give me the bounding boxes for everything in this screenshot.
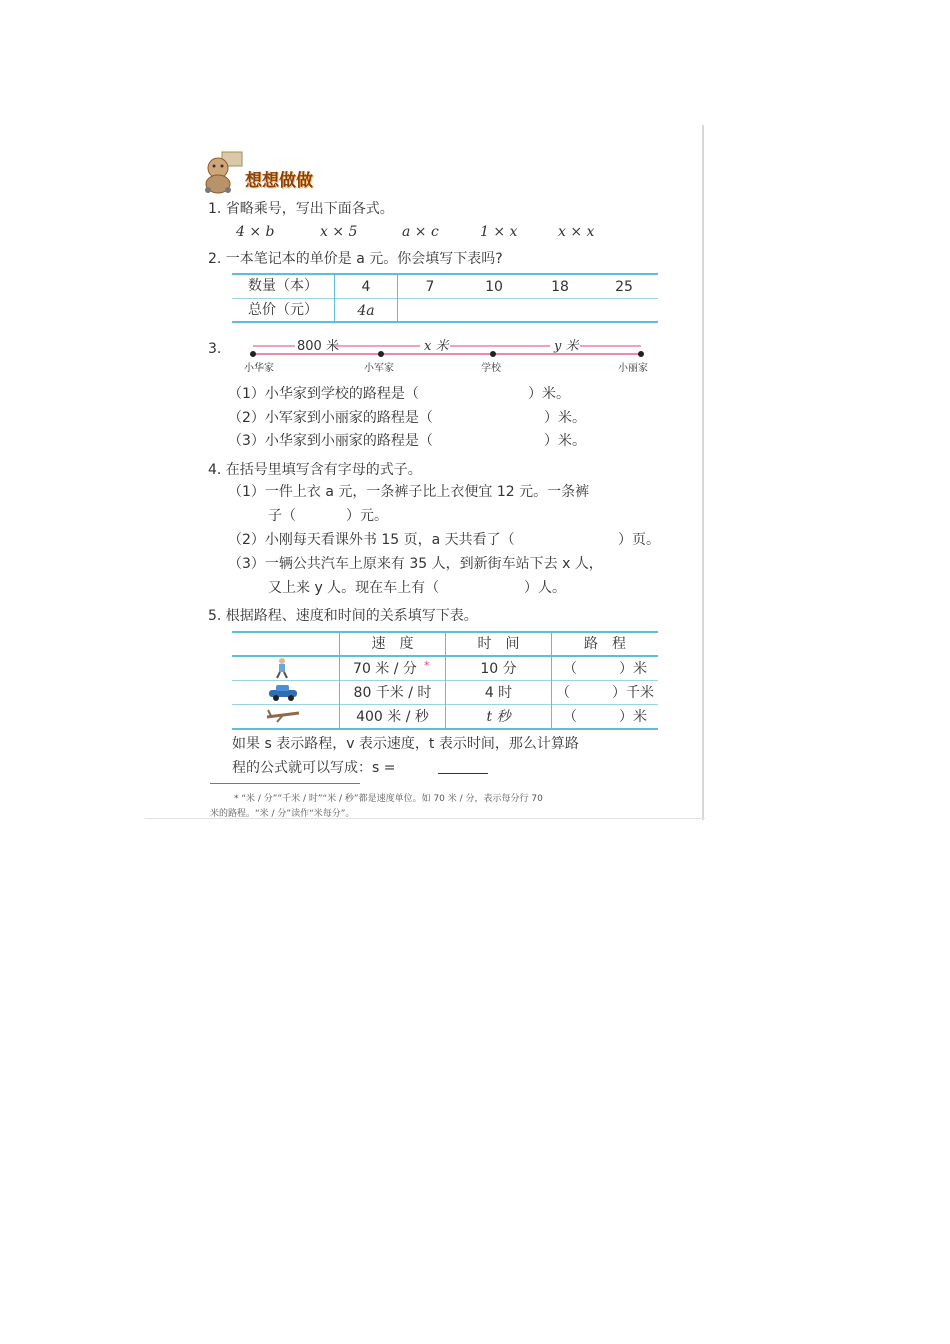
q2-row-head-total: 总价（元）: [248, 302, 318, 318]
q4-item-1-tail: ）元。: [346, 508, 388, 524]
point-school: 学校: [481, 363, 501, 374]
q4-item-2: （2）小刚每天看课外书 15 页，a 天共看了（: [228, 532, 515, 548]
q3-number: 3.: [208, 341, 222, 357]
segment-1-label: 800 米: [297, 339, 339, 354]
q5-row3-time: t 秒: [486, 709, 511, 725]
car-icon: [267, 683, 299, 701]
q5-label: 5. 根据路程、速度和时间的关系填写下表。: [208, 608, 478, 624]
q5-row3-distance: （ ）米: [563, 709, 647, 725]
q4-item-3-cont: 又上来 y 人。现在车上有（: [268, 580, 440, 596]
q4-item-3: （3）一辆公共汽车上原来有 35 人，到新街车站下去 x 人，: [228, 556, 603, 572]
section-title: 想想做做: [245, 171, 313, 191]
q2-qty-2: 7: [425, 279, 435, 295]
segment-2-label: x 米: [424, 339, 449, 354]
page-edge-right: [702, 125, 704, 820]
q2-qty-5: 25: [615, 279, 633, 295]
q2-qty-4: 18: [551, 279, 569, 295]
q4-item-1-cont: 子（: [268, 508, 296, 524]
q5-header-time: 时 间: [477, 636, 520, 652]
q5-row2-time: 4 时: [484, 685, 513, 701]
q5-header-speed: 速 度: [371, 636, 414, 652]
q3-item-3: （3）小华家到小丽家的路程是（: [228, 433, 433, 449]
point-xiaohua: 小华家: [244, 363, 274, 374]
q1-expr-4: 1 × x: [480, 224, 518, 240]
q2-qty-3: 10: [485, 279, 503, 295]
q5-row1-distance: （ ）米: [563, 661, 647, 677]
q1-expr-2: x × 5: [320, 224, 358, 240]
q3-item-2: （2）小军家到小丽家的路程是（: [228, 410, 433, 426]
q5-row2-speed: 80 千米 / 时: [353, 685, 432, 701]
footnote-line-2: 米的路程。“米 / 分”读作“米每分”。: [210, 809, 355, 819]
q4-item-3-tail: ）人。: [524, 580, 566, 596]
mascot-icon: [200, 150, 246, 194]
q5-header-distance: 路 程: [584, 636, 626, 652]
q2-label: 2. 一本笔记本的单价是 a 元。你会填写下表吗?: [208, 251, 503, 267]
footnote-rule: [210, 783, 360, 784]
segment-3-label: y 米: [554, 339, 579, 354]
q1-expr-1: 4 × b: [236, 224, 275, 240]
formula-line-1: 如果 s 表示路程，v 表示速度，t 表示时间，那么计算路: [232, 736, 579, 752]
footnote-line-1: * “米 / 分”“千米 / 时”“米 / 秒”都是速度单位。如 70 米 / 分，表示每分行 70: [234, 794, 543, 804]
q2-row-head-quantity: 数量（本）: [248, 278, 318, 294]
q4-label: 4. 在括号里填写含有字母的式子。: [208, 462, 422, 478]
formula-line-2: 程的公式就可以写成：s =: [232, 760, 396, 776]
q5-row2-distance: （ ）千米: [556, 685, 654, 701]
q3-item-1-tail: ）米。: [528, 386, 570, 402]
q5-row1-speed: 70 米 / 分: [353, 661, 417, 677]
point-xiaojun: 小军家: [364, 363, 394, 374]
q2-total-1: 4a: [357, 303, 375, 319]
q4-item-1: （1）一件上衣 a 元，一条裤子比上衣便宜 12 元。一条裤: [228, 484, 590, 500]
q3-item-2-tail: ）米。: [544, 410, 586, 426]
q2-qty-1: 4: [361, 279, 371, 295]
q3-item-3-tail: ）米。: [544, 433, 586, 449]
footnote-star: *: [424, 659, 430, 672]
formula-answer-blank: [438, 773, 488, 774]
q1-label: 1. 省略乘号，写出下面各式。: [208, 201, 394, 217]
q1-expr-5: x × x: [558, 224, 595, 240]
plane-icon: [265, 706, 301, 724]
q3-item-1: （1）小华家到学校的路程是（: [228, 386, 419, 402]
q4-item-2-tail: ）页。: [618, 532, 660, 548]
q1-expr-3: a × c: [402, 224, 439, 240]
q5-row3-speed: 400 米 / 秒: [356, 709, 429, 725]
walker-icon: [272, 657, 292, 679]
q5-row1-time: 10 分: [480, 661, 517, 677]
point-xiaoli: 小丽家: [618, 363, 648, 374]
